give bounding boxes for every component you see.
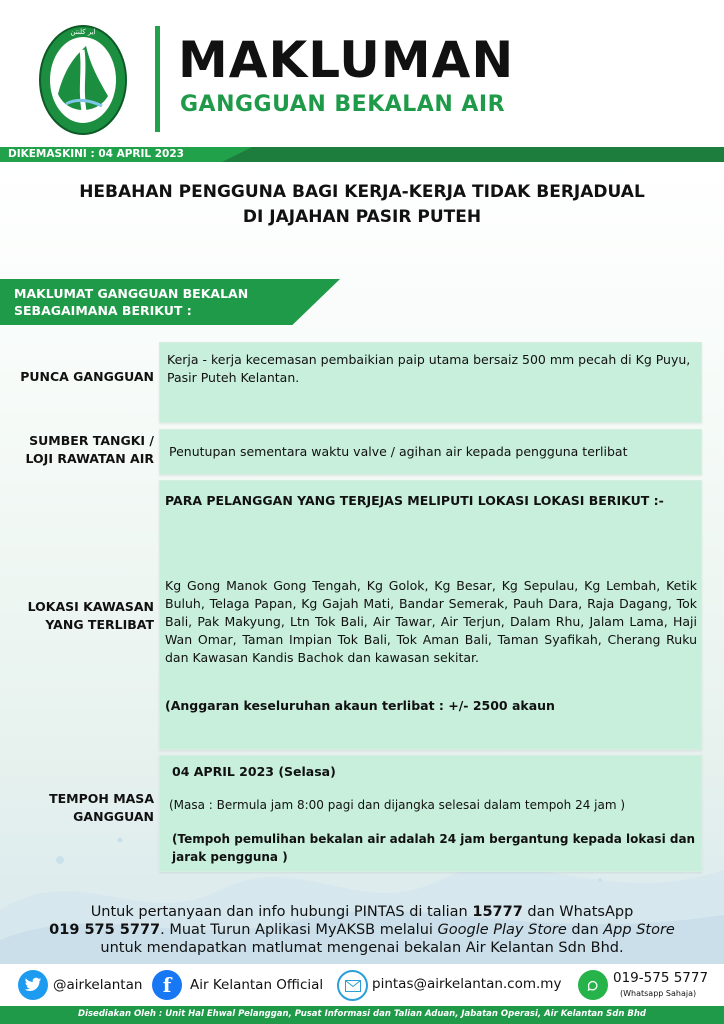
whatsapp-number-bold: 019 575 5777: [49, 922, 161, 938]
contact-line-1-text: Untuk pertanyaan dan info hubungi PINTAS di talian: [90, 904, 473, 920]
contact-and: dan: [566, 922, 604, 938]
punca-label: PUNCA GANGGUAN: [20, 369, 154, 384]
punca-box: [159, 342, 702, 423]
contact-line-1-tail: dan WhatsApp: [522, 904, 634, 920]
announcement-title: [0, 180, 724, 230]
banner-line-1: MAKLUMAT GANGGUAN BEKALAN: [14, 286, 249, 301]
air-kelantan-logo: [38, 24, 128, 136]
page-subtitle: GANGGUAN BEKALAN AIR: [180, 92, 506, 117]
contact-line-2: [0, 921, 724, 939]
tempoh-label-line-2: GANGGUAN: [73, 809, 154, 824]
sumber-box: [159, 429, 702, 475]
email-icon[interactable]: [337, 970, 368, 1001]
lokasi-label: [0, 598, 154, 634]
sumber-label: [0, 432, 154, 468]
prepared-by: Disediakan Oleh : Unit Hal Ehwal Pelanggan, Pusat Informasi dan Talian Aduan, Jabatan Operasi, Air Kelantan Sdn Bhd: [78, 1009, 646, 1019]
announcement-line-1: HEBAHAN PENGGUNA BAGI KERJA-KERJA TIDAK BERJADUAL: [79, 182, 645, 202]
twitter-icon[interactable]: [18, 970, 48, 1000]
tempoh-pemulihan: (Tempoh pemulihan bekalan air adalah 24 jam bergantung kepada lokasi dan jarak pengguna ): [172, 832, 696, 864]
facebook-icon[interactable]: f: [152, 970, 182, 1000]
lokasi-label-line-1: LOKASI KAWASAN: [27, 599, 154, 614]
social-bar: [0, 964, 724, 1006]
announcement-line-2: DI JAJAHAN PASIR PUTEH: [242, 207, 482, 227]
tempoh-label-line-1: TEMPOH MASA: [49, 791, 154, 806]
lokasi-list: Kg Gong Manok Gong Tengah, Kg Golok, Kg Besar, Kg Sepulau, Kg Lembah, Ketik Buluh, Telaga Papan, Kg Gajah Mati, Bandar Semerak, Pauh Dara, Raja Dagang, Tok Bali, Pak Makyung, Ltn Tok Bali, Air Tawar, Air Terjun, Dalam Rhu, Jalam Lama, Haji Wan Omar, Taman Impian Tok Bali, Tok Aman Bali, Taman Syafikah, Cherang Ruku dan Kawasan Kandis Bachok dan kawasan sekitar.: [165, 578, 697, 665]
email-address[interactable]: pintas@airkelantan.com.my: [372, 976, 562, 992]
sumber-label-line-2: LOJI RAWATAN AIR: [25, 451, 154, 466]
svg-text:ﺍﻳﺮ ﻛﻠﻨﺘﻦ: ﺍﻳﺮ ﻛﻠﻨﺘﻦ: [70, 28, 96, 36]
tempoh-box: [159, 755, 702, 872]
lokasi-heading: PARA PELANGGAN YANG TERJEJAS MELIPUTI LOKASI LOKASI BERIKUT :-: [165, 493, 664, 508]
tempoh-date: 04 APRIL 2023 (Selasa): [172, 764, 336, 779]
pintas-number: 15777: [472, 904, 523, 920]
contact-info: [0, 903, 724, 957]
updated-date: DIKEMASKINI : 04 APRIL 2023: [8, 148, 184, 160]
date-bar-accent: [222, 147, 724, 162]
contact-line-3: untuk mendapatkan matlumat mengenai bekalan Air Kelantan Sdn Bhd.: [100, 940, 624, 956]
whatsapp-icon[interactable]: [578, 970, 608, 1000]
contact-line-2-text: . Muat Turun Aplikasi MyAKSB melalui: [160, 922, 438, 938]
google-play-store: Google Play Store: [437, 922, 567, 938]
twitter-handle[interactable]: @airkelantan: [53, 977, 143, 993]
punca-text: Kerja - kerja kecemasan pembaikian paip utama bersaiz 500 mm pecah di Kg Puyu, Pasir Puteh Kelantan.: [167, 352, 691, 385]
header-divider: [155, 26, 160, 132]
app-store: App Store: [603, 922, 675, 938]
whatsapp-note: (Whatsapp Sahaja): [620, 989, 697, 998]
sumber-label-line-1: SUMBER TANGKI /: [29, 433, 154, 448]
whatsapp-number[interactable]: 019-575 5777: [613, 970, 709, 986]
lokasi-estimate: (Anggaran keseluruhan akaun terlibat : +/- 2500 akaun: [165, 698, 555, 713]
tempoh-masa: (Masa : Bermula jam 8:00 pagi dan dijangka selesai dalam tempoh 24 jam ): [169, 798, 626, 812]
section-banner-text: [14, 285, 248, 319]
contact-line-1: [0, 903, 724, 921]
lokasi-label-line-2: YANG TERLIBAT: [45, 617, 154, 632]
lokasi-box: [159, 480, 702, 750]
page-title: MAKLUMAN: [178, 31, 515, 89]
sumber-text: Penutupan sementara waktu valve / agihan air kepada pengguna terlibat: [169, 444, 628, 459]
banner-line-2: SEBAGAIMANA BERIKUT :: [14, 303, 192, 318]
tempoh-label: [0, 790, 154, 826]
facebook-name[interactable]: Air Kelantan Official: [190, 977, 324, 993]
